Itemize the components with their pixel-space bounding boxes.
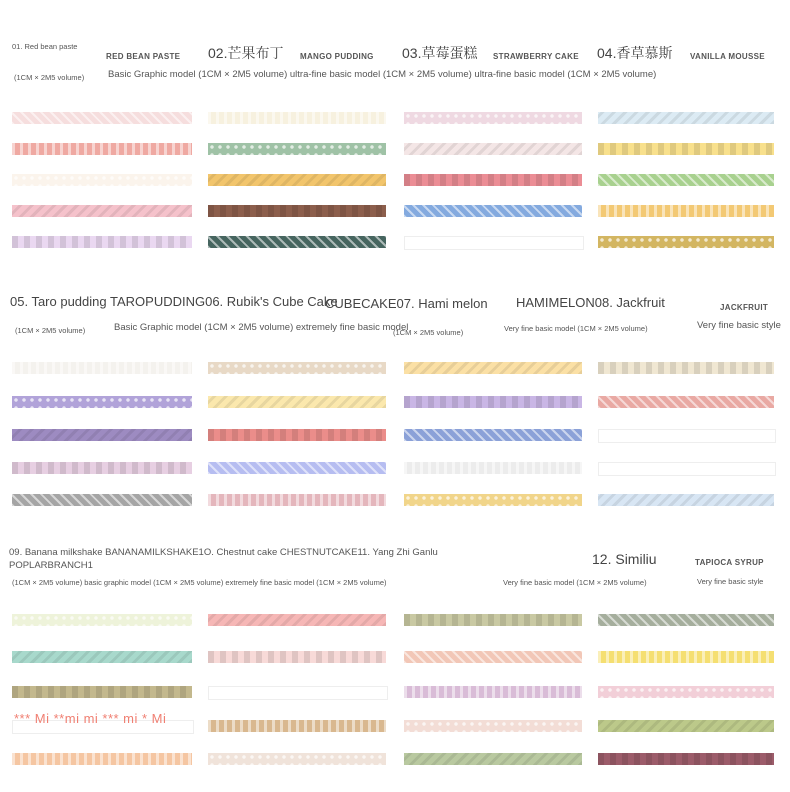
washi-tape-strip (12, 686, 192, 698)
hami-jackfruit-title: HAMIMELON08. Jackfruit (516, 295, 665, 310)
red-bean-title: 01. Red bean paste (12, 42, 78, 51)
washi-tape-strip (208, 462, 386, 474)
block2-hami-subtitle: Very fine basic model (1CM × 2M5 volume) (504, 324, 648, 333)
washi-tape-strip (598, 112, 774, 124)
red-bean-caps: RED BEAN PASTE (106, 52, 181, 61)
strawberry-title: 03.草莓蛋糕 (402, 45, 478, 61)
mango-caps: MANGO PUDDING (300, 52, 374, 61)
washi-tape-strip (404, 112, 582, 124)
washi-tape-strip (598, 236, 774, 248)
washi-tape-strip (208, 143, 386, 155)
poplar-title: POPLARBRANCH1 (9, 560, 93, 571)
washi-tape-strip (208, 236, 386, 248)
cubecake-hami-title: CUBECAKE07. Hami melon (325, 296, 488, 311)
block2-description: Basic Graphic model (1CM × 2M5 volume) extremely fine basic model (114, 322, 409, 333)
washi-tape-strip (598, 720, 774, 732)
block3-description: (1CM × 2M5 volume) basic graphic model (1CM × 2M5 volume) extremely fine basic model (1CM × 2M5 volume) (12, 578, 387, 587)
washi-tape-strip (12, 651, 192, 663)
washi-tape-strip (598, 205, 774, 217)
block3-similiu-subtitle: Very fine basic model (1CM × 2M5 volume) (503, 578, 647, 587)
washi-tape-strip (12, 143, 192, 155)
washi-tape-strip (208, 429, 386, 441)
washi-tape-strip (598, 753, 774, 765)
washi-tape-strip (404, 651, 582, 663)
block2-overlap-subtitle: (1CM × 2M5 volume) (393, 328, 464, 337)
washi-tape-strip (208, 651, 386, 663)
washi-tape-strip (12, 753, 192, 765)
washi-tape-strip (404, 720, 582, 732)
vanilla-title: 04.香草慕斯 (597, 45, 673, 61)
washi-tape-strip (404, 362, 582, 374)
block1-subtitle: (1CM × 2M5 volume) (14, 73, 85, 82)
block1-description: Basic Graphic model (1CM × 2M5 volume) ultra-fine basic model (1CM × 2M5 volume) ultra-fine basic model (1CM × 2M5 volume) (108, 69, 657, 80)
washi-tape-strip (598, 686, 774, 698)
washi-tape-strip (404, 494, 582, 506)
washi-tape-strip (12, 462, 192, 474)
washi-tape-strip (12, 396, 192, 408)
banana-chestnut-title: 09. Banana milkshake BANANAMILKSHAKE1O. Chestnut cake CHESTNUTCAKE11. Yang Zhi Ganlu (9, 547, 438, 558)
washi-tape-strip (404, 396, 582, 408)
washi-tape-strip (404, 143, 582, 155)
washi-tape-strip (404, 686, 582, 698)
tapioca-caps: TAPIOCA SYRUP (695, 558, 764, 567)
washi-tape-strip (598, 429, 776, 443)
washi-tape-strip (598, 494, 774, 506)
mango-title: 02.芒果布丁 (208, 45, 284, 61)
washi-tape-strip (598, 651, 774, 663)
washi-tape-strip (404, 753, 582, 765)
washi-tape-strip (208, 494, 386, 506)
block2-subtitle: (1CM × 2M5 volume) (15, 326, 86, 335)
taro-rubiks-title: 05. Taro pudding TAROPUDDING06. Rubik's Cube Cake (10, 294, 338, 309)
washi-tape-strip (404, 236, 584, 250)
washi-tape-strip (12, 362, 192, 374)
mimi-pattern-text: *** Mi **mi mi *** mi * Mi (14, 711, 167, 726)
block2-jackfruit-subtitle: Very fine basic style (697, 320, 781, 331)
washi-tape-strip (404, 205, 582, 217)
washi-tape-strip (12, 236, 192, 248)
strawberry-caps: STRAWBERRY CAKE (493, 52, 579, 61)
washi-tape-strip (598, 462, 776, 476)
washi-tape-strip (12, 494, 192, 506)
washi-tape-strip (12, 174, 192, 186)
washi-tape-strip (208, 396, 386, 408)
washi-tape-strip (208, 362, 386, 374)
washi-tape-strip (208, 614, 386, 626)
washi-tape-strip (404, 462, 582, 474)
block3-tapioca-subtitle: Very fine basic style (697, 577, 764, 586)
washi-tape-strip (598, 614, 774, 626)
washi-tape-strip (208, 753, 386, 765)
vanilla-caps: VANILLA MOUSSE (690, 52, 765, 61)
washi-tape-strip (208, 720, 386, 732)
washi-tape-strip (404, 614, 582, 626)
jackfruit-caps: JACKFRUIT (720, 303, 769, 312)
washi-tape-strip (598, 143, 774, 155)
washi-tape-strip (12, 429, 192, 441)
washi-tape-strip (208, 112, 386, 124)
washi-tape-strip (208, 205, 386, 217)
washi-tape-strip (12, 112, 192, 124)
washi-tape-strip (598, 396, 774, 408)
washi-tape-strip (404, 429, 582, 441)
similiu-title: 12. Similiu (592, 551, 657, 567)
washi-tape-strip (208, 686, 388, 700)
washi-tape-strip (208, 174, 386, 186)
washi-tape-strip (598, 174, 774, 186)
washi-tape-strip (12, 614, 192, 626)
washi-tape-strip (12, 205, 192, 217)
washi-tape-strip (598, 362, 774, 374)
washi-tape-strip (404, 174, 582, 186)
